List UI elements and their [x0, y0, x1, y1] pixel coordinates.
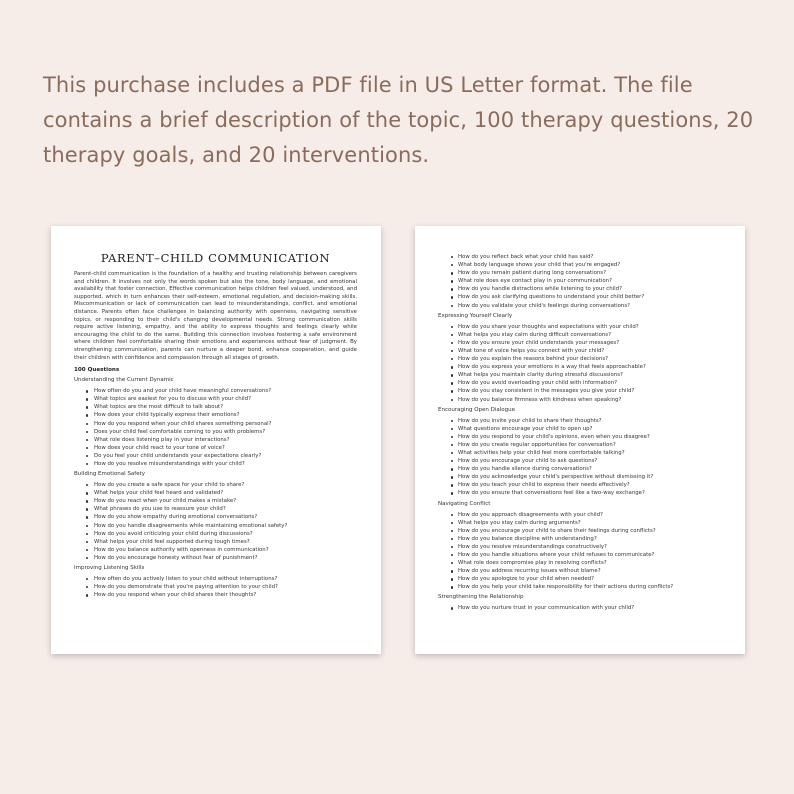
question-item: How do you remain patient during long conversations? [438, 269, 731, 277]
question-item: How do you demonstrate that you're paying attention to your child? [74, 583, 357, 591]
question-item: How do you share your thoughts and expectations with your child? [438, 323, 731, 331]
question-item: How do you ensure that conversations feel like a two-way exchange? [438, 489, 731, 497]
question-item: How do you balance firmness with kindness when speaking? [438, 396, 731, 404]
question-item: How do you encourage your child to share their feelings during conflicts? [438, 527, 731, 535]
question-item: What helps your child feel supported during tough times? [74, 538, 357, 546]
question-item: What phrases do you use to reassure your child? [74, 505, 357, 513]
question-item: What tone of voice helps you connect with your child? [438, 347, 731, 355]
question-item: How do you express your emotions in a way that feels approachable? [438, 363, 731, 371]
section-heading: Understanding the Current Dynamic [74, 377, 174, 384]
question-list [74, 387, 357, 468]
document-page-left [51, 226, 381, 654]
section-heading: Encouraging Open Dialogue [438, 406, 516, 413]
section-heading: Building Emotional Safety [74, 471, 146, 478]
question-item: How do you validate your child's feelings during conversations? [438, 302, 731, 310]
question-item: How do you balance discipline with understanding? [438, 535, 731, 543]
question-item: How do you acknowledge your child's perspective without dismissing it? [438, 473, 731, 481]
document-page-right [415, 226, 745, 654]
question-item: What helps you stay calm during arguments? [438, 519, 731, 527]
question-item: How do you avoid criticizing your child during discussions? [74, 530, 357, 538]
question-item: What role does listening play in your interactions? [74, 436, 357, 444]
question-item: How do you apologize to your child when needed? [438, 575, 731, 583]
question-item: How do you create regular opportunities for conversation? [438, 441, 731, 449]
question-item: How do you nurture trust in your communication with your child? [438, 604, 731, 612]
question-item: How do you show empathy during emotional conversations? [74, 513, 357, 521]
question-list [74, 481, 357, 562]
question-item: How do you explain the reasons behind your decisions? [438, 355, 731, 363]
question-item: How do you teach your child to express their needs effectively? [438, 481, 731, 489]
question-item: How do you handle distractions while listening to your child? [438, 285, 731, 293]
question-item: How do you handle silence during conversations? [438, 465, 731, 473]
intro-paragraph: Parent-child communication is the foundation of a healthy and trusting relationship between caregivers and children. It involves not only the words spoken but also the tone, body language, and emotional availability that foster connection. Effective communication helps children feel valued, understood, and supported, which in turn enhances their self-esteem, emotional regulation, and decision-making skills. Miscommunication or lack of communication can lead to misunderstandings, conflict, and emotional distance. Parents often face challenges in balancing authority with openness, navigating sensitive topics, or responding to their child's changing developmental needs. Strong communication skills require active listening, empathy, and the ability to express thoughts and feelings clearly while encouraging the child to do the same. Building this connection involves fostering a safe environment where children feel comfortable sharing their emotions and experiences without fear of judgment. By strengthening communication, parents can nurture a deeper bond, enhance cooperation, and guide their children with confidence and compassion through all stages of growth. [74, 271, 357, 361]
question-item: What helps you stay calm during difficult conversations? [438, 331, 731, 339]
right-sections [438, 313, 731, 613]
question-item: What body language shows your child that you're engaged? [438, 261, 731, 269]
question-item: How do you handle disagreements while maintaining emotional safety? [74, 522, 357, 530]
question-item: What questions encourage your child to open up? [438, 425, 731, 433]
questions-heading: 100 Questions [74, 367, 120, 374]
question-list [438, 323, 731, 404]
question-item: What topics are easiest for you to discuss with your child? [74, 395, 357, 403]
question-item: What role does eye contact play in your communication? [438, 277, 731, 285]
question-item: What topics are the most difficult to talk about? [74, 403, 357, 411]
question-item: How do you handle situations where your child refuses to communicate? [438, 551, 731, 559]
question-item: How do you reflect back what your child has said? [438, 253, 731, 261]
question-item: How do you ensure your child understands your messages? [438, 339, 731, 347]
question-list [438, 253, 731, 310]
question-item: How do you respond when your child shares their thoughts? [74, 591, 357, 599]
section-heading: Expressing Yourself Clearly [438, 312, 513, 319]
question-item: How do you respond to your child's opinions, even when you disagree? [438, 433, 731, 441]
question-item: How often do you actively listen to your child without interruptions? [74, 575, 357, 583]
document-title: PARENT–CHILD COMMUNICATION [100, 251, 331, 265]
question-item: How do you encourage honesty without fear of punishment? [74, 554, 357, 562]
question-item: What helps your child feel heard and validated? [74, 489, 357, 497]
question-item: How do you resolve misunderstandings constructively? [438, 543, 731, 551]
question-item: How do you respond when your child shares something personal? [74, 420, 357, 428]
left-sections [74, 377, 357, 599]
question-item: How do you help your child take responsibility for their actions during conflicts? [438, 583, 731, 591]
question-item: How do you encourage your child to ask questions? [438, 457, 731, 465]
question-list [438, 604, 731, 612]
question-item: How do you address recurring issues without blame? [438, 567, 731, 575]
question-item: How do you create a safe space for your child to share? [74, 481, 357, 489]
question-item: Does your child feel comfortable coming to you with problems? [74, 428, 357, 436]
question-item: How do you balance authority with openness in communication? [74, 546, 357, 554]
question-item: What activities help your child feel more comfortable talking? [438, 449, 731, 457]
question-item: How often do you and your child have meaningful conversations? [74, 387, 357, 395]
section-heading: Improving Listening Skills [74, 565, 145, 571]
section-heading: Strengthening the Relationship [438, 594, 524, 601]
question-item: How does your child typically express their emotions? [74, 411, 357, 419]
question-item: Do you feel your child understands your expectations clearly? [74, 452, 357, 460]
question-item: How do you invite your child to share their thoughts? [438, 417, 731, 425]
question-item: How do you approach disagreements with your child? [438, 511, 731, 519]
question-item: What helps you maintain clarity during stressful discussions? [438, 371, 731, 379]
question-item: How do you avoid overloading your child with information? [438, 379, 731, 387]
section-heading: Navigating Conflict [438, 500, 491, 507]
question-item: How do you resolve misunderstandings with your child? [74, 460, 357, 468]
question-item: How do you react when your child makes a mistake? [74, 497, 357, 505]
headline: This purchase includes a PDF file in US Letter format. The file contains a brief description of the topic, 100 therapy questions, 20 therapy goals, and 20 interventions. [43, 73, 754, 167]
question-list [438, 417, 731, 498]
question-item: How does your child react to your tone of voice? [74, 444, 357, 452]
question-list [438, 511, 731, 592]
question-item: How do you ask clarifying questions to understand your child better? [438, 293, 731, 301]
question-list [74, 575, 357, 599]
question-item: What role does compromise play in resolving conflicts? [438, 559, 731, 567]
question-item: How do you stay consistent in the messages you give your child? [438, 387, 731, 395]
